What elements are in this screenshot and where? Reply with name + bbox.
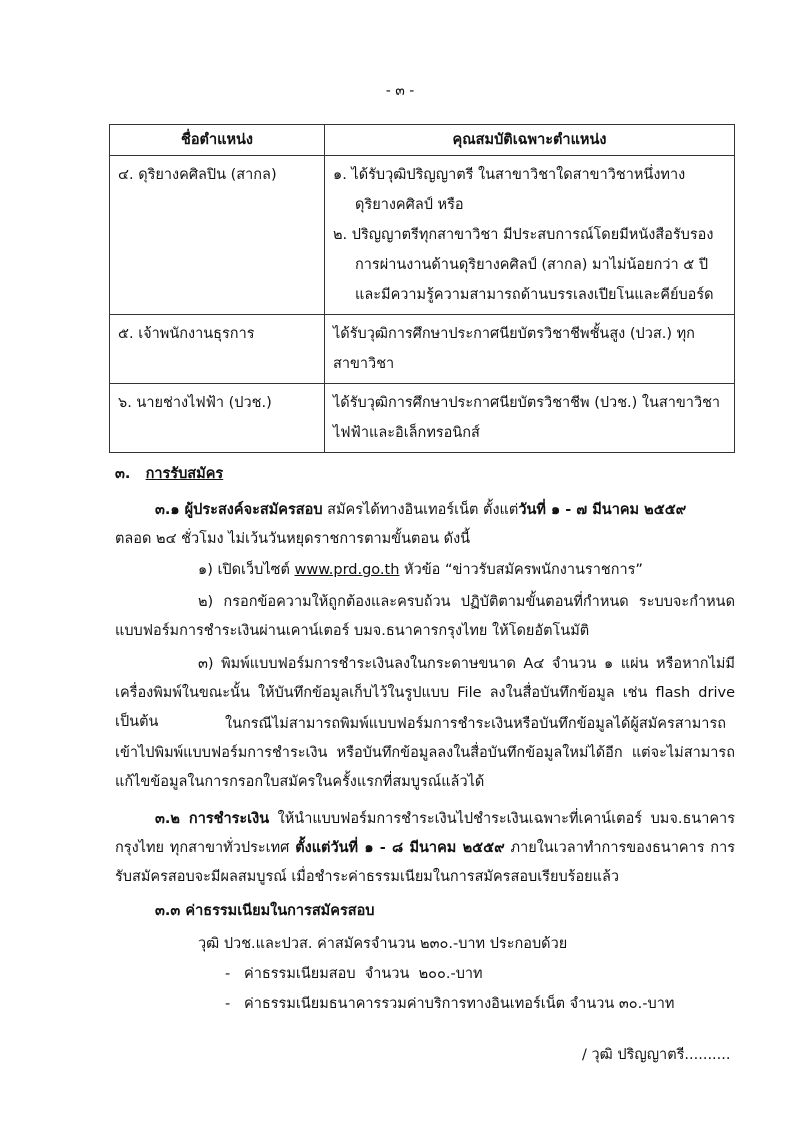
qualification-cell (325, 156, 735, 315)
section-3-heading (115, 462, 223, 485)
step-1-topic: หัวข้อ “ข่าวรับสมัครพนักงานราชการ” (399, 562, 643, 578)
step-3-note (115, 710, 735, 797)
position-cell: ๕. เจ้าพนักงานธุรการ (110, 315, 325, 384)
position-cell: ๔. ดุริยางคศิลปิน (สากล) (110, 156, 325, 315)
section-number: ๓. (115, 466, 131, 482)
qualifications-table (109, 124, 735, 453)
position-cell: ๖. นายช่างไฟฟ้า (ปวช.) (110, 384, 325, 453)
s31-date: วันที่ ๑ - ๗ มีนาคม ๒๕๕๙ (518, 502, 687, 518)
table-row (110, 384, 735, 453)
qualification-item: ได้รับวุฒิการศึกษาประกาศนียบัตรวิชาชีพ (ปวช.) ในสาขาวิชาไฟฟ้าและอิเล็กทรอนิกส์ (333, 395, 721, 441)
step-3-text: ๓) พิมพ์แบบฟอร์มการชำระเงินลงในกระดาษขนาด A๔ จำนวน ๑ แผ่น หรือหากไม่มีเครื่องพิมพ์ในขณะนั้น ให้บันทึกข้อมูลเก็บไว้ในรูปแบบ File ลงในสื่อบันทึกข้อมูล เช่น flash drive เป็นต้น (115, 656, 735, 730)
s31-text: สมัครได้ทางอินเทอร์เน็ต ตั้งแต่ (322, 502, 519, 518)
s33-intro (115, 930, 735, 959)
step-3-note-text: ในกรณีไม่สามารถพิมพ์แบบฟอร์มการชำระเงินหรือบันทึกข้อมูลได้ผู้สมัครสามารถเข้าไปพิมพ์แบบฟอร์มการชำระเงิน หรือบันทึกข้อมูลลงในสื่อบันทึกข้อมูลใหม่ได้อีก แต่จะไม่สามารถแก้ไขข้อมูลในการกรอกใบสมัครในครั้งแรกที่สมบูรณ์แล้วได้ (115, 716, 735, 790)
s32-heading: ๓.๒ การชำระเงิน (155, 811, 270, 827)
s31-text-cont: ตลอด ๒๔ ชั่วโมง ไม่เว้นวันหยุดราชการตามขั้นตอน ดังนี้ (115, 531, 471, 547)
s33-heading: ๓.๓ ค่าธรรมเนียมในการสมัครสอบ (155, 903, 375, 919)
step-1 (115, 556, 735, 585)
step-1-text: ๑) เปิดเว็บไซต์ (198, 562, 295, 578)
s33-item-2 (115, 990, 735, 1019)
step-2-text: ๒) กรอกข้อความให้ถูกต้องและครบถ้วน ปฏิบัติตามขั้นตอนที่กำหนด ระบบจะกำหนดแบบฟอร์มการชำระเงินผ่านเคาน์เตอร์ บมจ.ธนาคารกรุงไทย ให้โดยอัตโนมัติ (115, 594, 735, 639)
qualification-item: ๒. ปริญญาตรีทุกสาขาวิชา มีประสบการณ์โดยมีหนังสือรับรองการผ่านงานด้านดุริยางคศิลป์ (สากล) มาไม่น้อยกว่า ๕ ปี และมีความรู้ความสามารถด้านบรรเลงเปียโนและคีย์บอร์ด (333, 227, 714, 303)
s33-intro-text: วุฒิ ปวช.และปวส. ค่าสมัครจำนวน ๒๓๐.-บาท ประกอบด้วย (198, 936, 568, 952)
section-3-1 (115, 496, 735, 554)
fee-item: - ค่าธรรมเนียมสอบ จำนวน ๒๐๐.-บาท (225, 966, 483, 982)
fee-item: - ค่าธรรมเนียมธนาคารรวมค่าบริการทางอินเทอร์เน็ต จำนวน ๓๐.-บาท (225, 996, 675, 1012)
step-2 (115, 588, 735, 646)
s31-heading: ๓.๑ ผู้ประสงค์จะสมัครสอบ (155, 502, 323, 518)
qualification-cell (325, 315, 735, 384)
s33-item-1 (115, 960, 735, 989)
section-3-2 (115, 805, 735, 892)
s32-text: ให้นำแบบฟอร์มการชำระเงินไปชำระเงินเฉพาะที่เคาน์เตอร์ บมจ.ธนาคารกรุงไทย ทุกสาขาทั่วประเทศ (115, 811, 735, 856)
table-row (110, 315, 735, 384)
header-qualification: คุณสมบัติเฉพาะตำแหน่ง (325, 125, 735, 156)
continuation-note: / วุฒิ ปริญญาตรี.......... (582, 1047, 731, 1063)
page-number: - ๓ - (385, 83, 415, 99)
s32-text-cont: ภายในเวลาทำการของธนาคาร การรับสมัครสอบจะมีผลสมบูรณ์ เมื่อชำระค่าธรรมเนียมในการสมัครสอบเรียบร้อยแล้ว (115, 840, 736, 885)
table-row (110, 156, 735, 315)
s32-date: ตั้งแต่วันที่ ๑ - ๘ มีนาคม ๒๕๕๙ (295, 840, 505, 856)
header-position: ชื่อตำแหน่ง (110, 125, 325, 156)
qualification-cell (325, 384, 735, 453)
qualification-item: ได้รับวุฒิการศึกษาประกาศนียบัตรวิชาชีพชั้นสูง (ปวส.) ทุกสาขาวิชา (333, 326, 695, 372)
qualification-item: ๑. ได้รับวุฒิปริญญาตรี ในสาขาวิชาใดสาขาวิชาหนึ่งทางดุริยางคศิลป์ หรือ (333, 167, 686, 213)
prd-website-link[interactable]: www.prd.go.th (294, 562, 400, 578)
section-3-3 (115, 897, 735, 926)
section-title: การรับสมัคร (145, 466, 224, 482)
table-header-row (110, 125, 735, 156)
